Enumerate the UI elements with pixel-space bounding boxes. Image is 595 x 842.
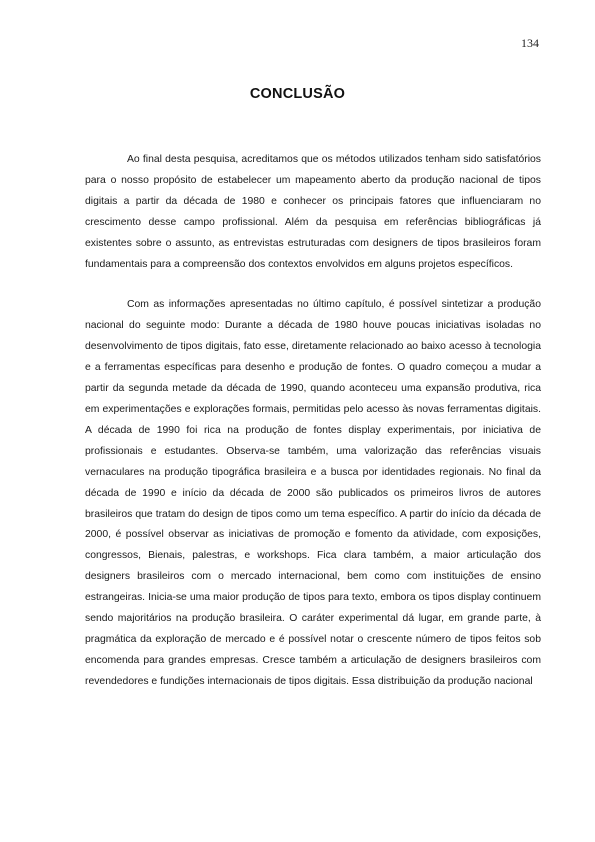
body-text xyxy=(85,150,541,693)
chapter-title: CONCLUSÃO xyxy=(249,86,346,102)
paragraph: Com as informações apresentadas no último capítulo, é possível sintetizar a produção nacional do seguinte modo: Durante a década de 1980 houve poucas iniciativas isoladas no desenvolvimento de tipos digitais, fato esse, diretamente relacionado ao baixo acesso à tecnologia e a ferramentas específicas para desenho e produção de fontes. O quadro começou a mudar a partir da segunda metade da década de 1990, quando aconteceu uma expansão produtiva, rica em experimentações e explorações formais, permitidas pelo acesso às novas ferramentas digitais. A década de 1990 foi rica na produção de fontes display experimentais, por iniciativa de profissionais e estudantes. Observa-se também, uma valorização das referências visuais vernaculares na produção tipográfica brasileira e a busca por identidades regionais. No final da década de 1990 e início da década de 2000 são publicados os primeiros livros de autores brasileiros que tratam do design de tipos como um tema específico. A partir do início da década de 2000, é possível observar as iniciativas de promoção e fomento da atividade, com exposições, congressos, Bienais, palestras, e workshops. Fica clara também, a maior articulação dos designers brasileiros com o mercado internacional, bem como com instituições de ensino estrangeiras. Inicia-se uma maior produção de tipos para texto, embora os tipos display continuem sendo majoritários na produção brasileira. O caráter experimental dá lugar, em grande parte, à pragmática da exploração de mercado e é possível notar o crescente número de tipos feitos sob encomenda para grandes empresas. Cresce também a articulação de designers brasileiros com revendedores e fundições internacionais de tipos digitais. Essa distribuição da produção nacional xyxy=(85,299,541,687)
paragraph: Ao final desta pesquisa, acreditamos que os métodos utilizados tenham sido satisfatórios para o nosso propósito de estabelecer um mapeamento aberto da produção nacional de tipos digitais a partir da década de 1980 e conhecer os principais fatores que influenciaram no crescimento desse campo profissional. Além da pesquisa em referências bibliográficas já existentes sobre o assunto, as entrevistas estruturadas com designers de tipos brasileiros foram fundamentais para a compreensão dos contextos envolvidos em alguns projetos específicos. xyxy=(85,154,541,270)
page-number: 134 xyxy=(521,36,539,50)
